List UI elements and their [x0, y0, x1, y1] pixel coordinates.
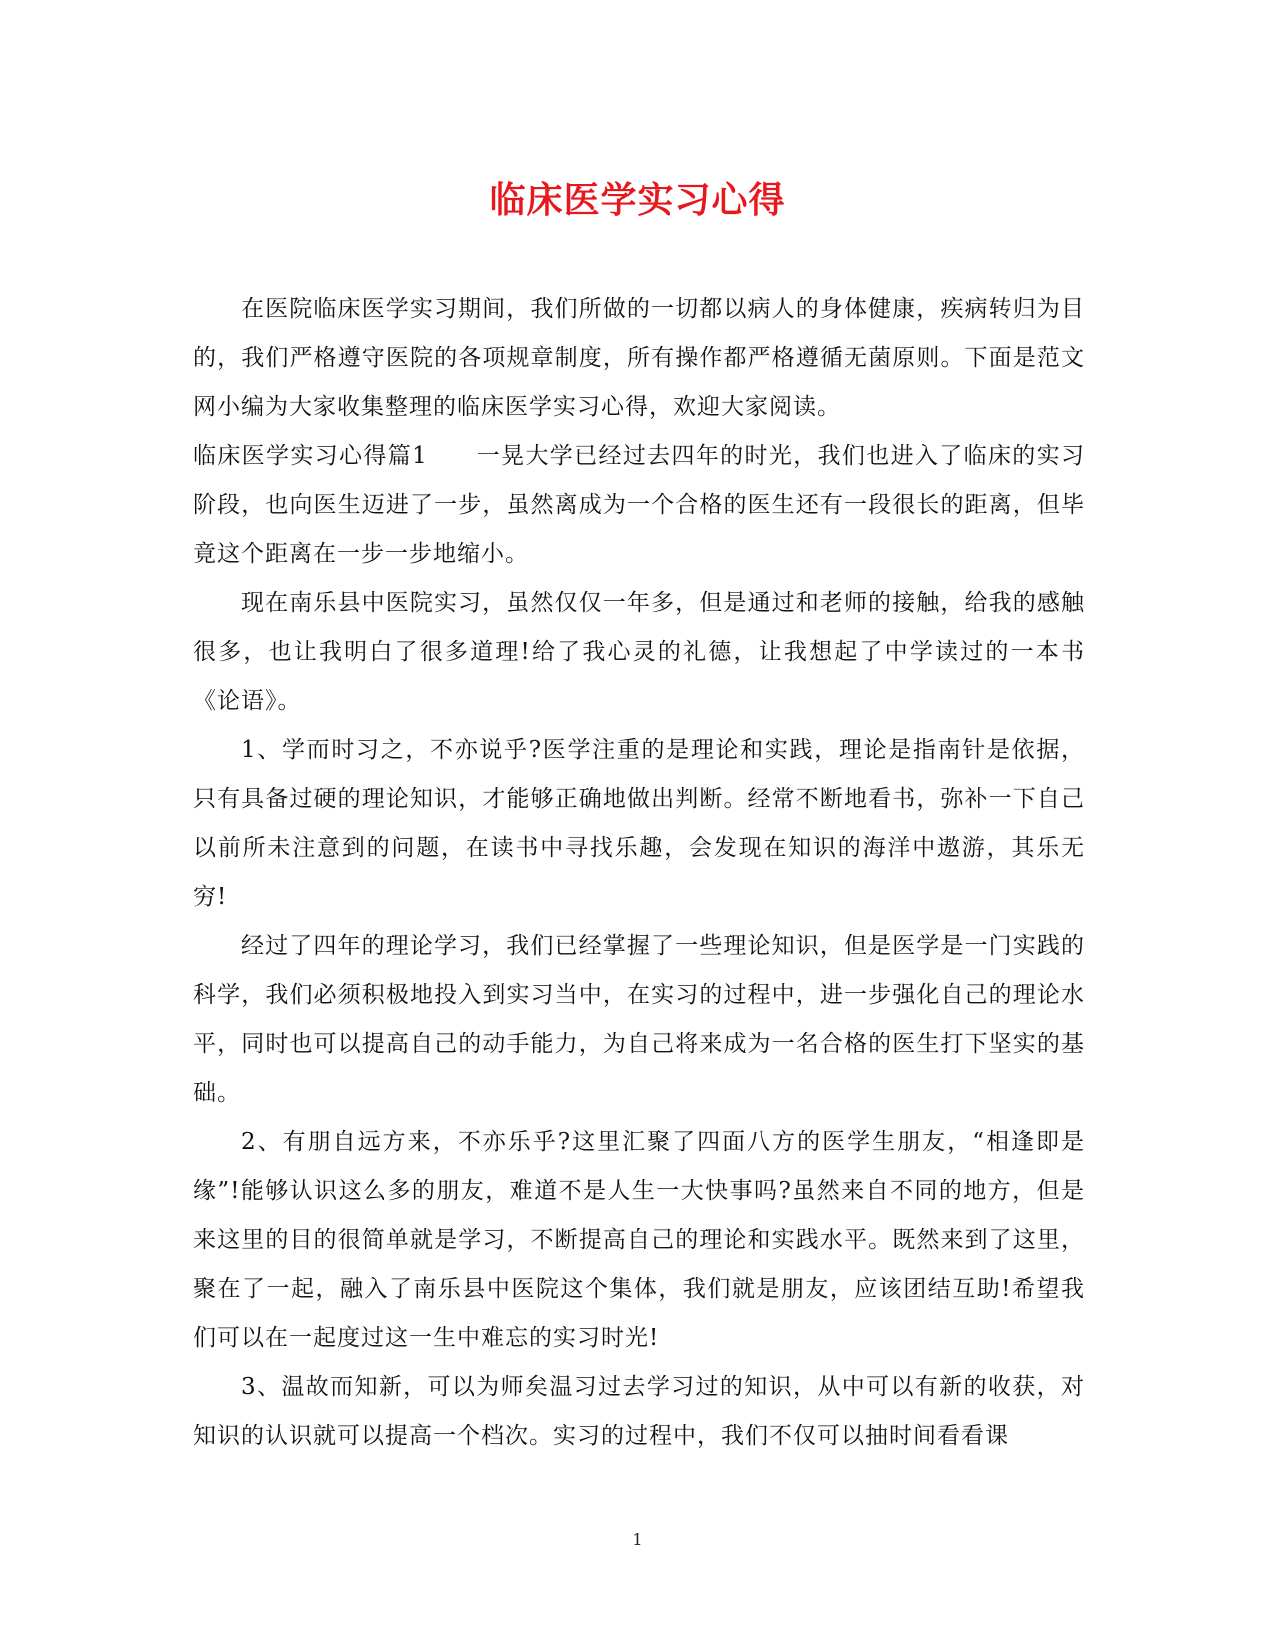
intro-paragraph: 在医院临床医学实习期间，我们所做的一切都以病人的身体健康，疾病转归为目的，我们严格遵守医院的各项规章制度，所有操作都严格遵循无菌原则。下面是范文网小编为大家收集整理的临床医学实习心得，欢迎大家阅读。 — [193, 296, 1085, 420]
point-one-paragraph: 1、学而时习之，不亦说乎?医学注重的是理论和实践，理论是指南针是依据，只有具备过硬的理论知识，才能够正确地做出判断。经常不断地看书，弥补一下自己以前所未注意到的问题，在读书中寻找乐趣，会发现在知识的海洋中遨游，其乐无穷! — [193, 737, 1085, 910]
section-heading-paragraph: 临床医学实习心得篇1 一晃大学已经过去四年的时光，我们也进入了临床的实习阶段，也向医生迈进了一步，虽然离成为一个合格的医生还有一段很长的距离，但毕竟这个距离在一步一步地缩小。 — [193, 443, 1085, 567]
body-paragraph: 现在南乐县中医院实习，虽然仅仅一年多，但是通过和老师的接触，给我的感触很多，也让我明白了很多道理!给了我心灵的礼德，让我想起了中学读过的一本书《论语》。 — [193, 590, 1085, 714]
body-paragraph: 经过了四年的理论学习，我们已经掌握了一些理论知识，但是医学是一门实践的科学，我们必须积极地投入到实习当中，在实习的过程中，进一步强化自己的理论水平，同时也可以提高自己的动手能力，为自己将来成为一名合格的医生打下坚实的基础。 — [193, 933, 1085, 1106]
document-body — [193, 285, 1085, 1461]
page-number: 1 — [632, 1530, 643, 1549]
point-two-paragraph: 2、有朋自远方来，不亦乐乎?这里汇聚了四面八方的医学生朋友，“相逢即是缘”!能够认识这么多的朋友，难道不是人生一大快事吗?虽然来自不同的地方，但是来这里的目的很简单就是学习，不断提高自己的理论和实践水平。既然来到了这里，聚在了一起，融入了南乐县中医院这个集体，我们就是朋友，应该团结互助!希望我们可以在一起度过这一生中难忘的实习时光! — [193, 1129, 1085, 1351]
point-three-paragraph: 3、温故而知新，可以为师矣温习过去学习过的知识，从中可以有新的收获，对知识的认识就可以提高一个档次。实习的过程中，我们不仅可以抽时间看看课 — [193, 1374, 1085, 1449]
document-title: 临床医学实习心得 — [489, 179, 786, 221]
